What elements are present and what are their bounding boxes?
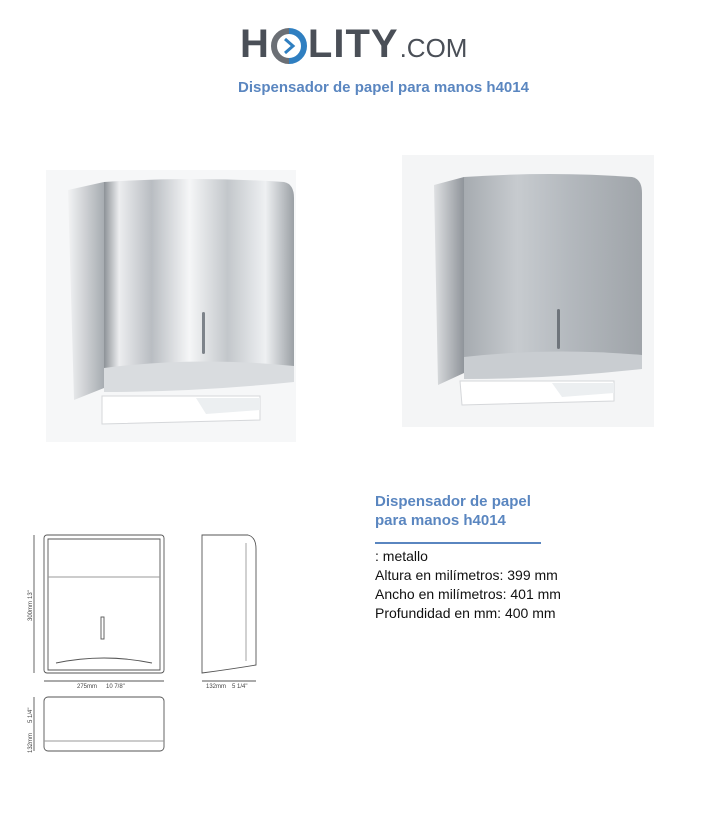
logo-letter-h: H bbox=[240, 22, 270, 66]
bottom-depth-label: 132mm bbox=[28, 732, 34, 753]
front-width-label: 275mm bbox=[77, 684, 98, 690]
spec-list bbox=[375, 547, 561, 623]
spec-width: Ancho en milímetros: 401 mm bbox=[375, 586, 561, 602]
front-height-label: 300mm bbox=[28, 600, 34, 621]
front-width-inch-label: 10 7/8" bbox=[106, 684, 125, 690]
product-title-line-1: Dispensador de papel bbox=[375, 493, 531, 510]
spec-height: Altura en milímetros: 399 mm bbox=[375, 567, 558, 583]
bottom-depth-inch-label: 5 1/4" bbox=[28, 707, 34, 723]
side-depth-label: 132mm bbox=[206, 684, 227, 690]
site-logo[interactable] bbox=[240, 20, 467, 64]
product-title-line-2: para manos h4014 bbox=[375, 512, 506, 529]
polished-steel-dispenser-photo bbox=[46, 170, 296, 442]
front-height-inch-label: 13" bbox=[28, 590, 34, 599]
spec-material: : metallo bbox=[375, 548, 428, 564]
technical-drawing bbox=[22, 525, 262, 765]
title-divider bbox=[375, 542, 541, 544]
page-title: Dispensador de papel para manos h4014 bbox=[238, 79, 529, 96]
logo-ring-icon bbox=[271, 28, 307, 64]
spec-depth: Profundidad en mm: 400 mm bbox=[375, 605, 556, 621]
logo-letters-lity: LITY bbox=[307, 22, 399, 66]
logo-domain: .COM bbox=[399, 33, 468, 63]
product-title bbox=[375, 492, 575, 530]
side-depth-inch-label: 5 1/4" bbox=[232, 684, 248, 690]
brushed-steel-dispenser-photo bbox=[402, 155, 654, 427]
